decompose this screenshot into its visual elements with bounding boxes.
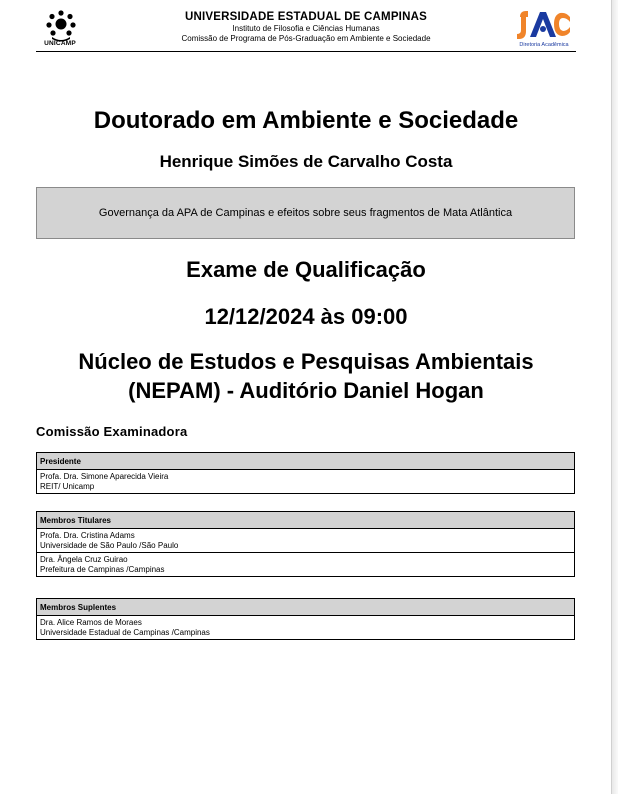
president-section bbox=[36, 452, 575, 494]
thesis-title: Governança da APA de Campinas e efeitos sobre seus fragmentos de Mata Atlântica bbox=[98, 207, 513, 219]
institute-name: Instituto de Filosofia e Ciências Humanas bbox=[232, 24, 380, 33]
member-name: Dra. Alice Ramos de Moraes bbox=[40, 618, 142, 627]
exam-location bbox=[36, 347, 576, 405]
member-affiliation: Prefeitura de Campinas /Campinas bbox=[40, 564, 165, 574]
dac-logo-text: Diretoria Acadêmica bbox=[519, 42, 569, 48]
member-entry bbox=[37, 552, 574, 576]
titulares-header: Membros Titulares bbox=[37, 512, 574, 529]
member-entry bbox=[37, 470, 574, 493]
member-affiliation: REIT/ Unicamp bbox=[40, 481, 95, 491]
suplentes-header: Membros Suplentes bbox=[37, 599, 574, 616]
president-header: Presidente bbox=[37, 453, 574, 470]
member-affiliation: Universidade de São Paulo /São Paulo bbox=[40, 540, 179, 550]
suplentes-section bbox=[36, 598, 575, 640]
student-name: Henrique Simões de Carvalho Costa bbox=[159, 152, 453, 171]
exam-location-line1: Núcleo de Estudos e Pesquisas Ambientais bbox=[78, 349, 534, 374]
thesis-title-box bbox=[36, 187, 575, 239]
university-name: UNIVERSIDADE ESTADUAL DE CAMPINAS bbox=[185, 11, 427, 23]
commission-name: Comissão de Programa de Pós-Graduação em Ambiente e Sociedade bbox=[181, 33, 431, 43]
header-divider bbox=[36, 51, 576, 52]
exam-type: Exame de Qualificação bbox=[186, 257, 426, 282]
exam-location-line2: (NEPAM) - Auditório Daniel Hogan bbox=[128, 378, 484, 403]
document-header bbox=[36, 8, 576, 51]
member-name: Profa. Dra. Cristina Adams bbox=[40, 531, 135, 540]
page-edge-shadow bbox=[612, 0, 618, 794]
exam-datetime: 12/12/2024 às 09:00 bbox=[204, 304, 408, 329]
member-name: Dra. Ângela Cruz Guirao bbox=[40, 555, 128, 564]
unicamp-logo-text: UNICAMP bbox=[44, 40, 76, 47]
member-name: Profa. Dra. Simone Aparecida Vieira bbox=[40, 472, 169, 481]
titulares-section bbox=[36, 511, 575, 577]
member-entry bbox=[37, 529, 574, 552]
member-entry bbox=[37, 616, 574, 639]
committee-heading: Comissão Examinadora bbox=[36, 424, 188, 439]
member-affiliation: Universidade Estadual de Campinas /Campinas bbox=[40, 627, 210, 637]
header-text bbox=[126, 11, 486, 43]
program-title: Doutorado em Ambiente e Sociedade bbox=[93, 107, 519, 134]
